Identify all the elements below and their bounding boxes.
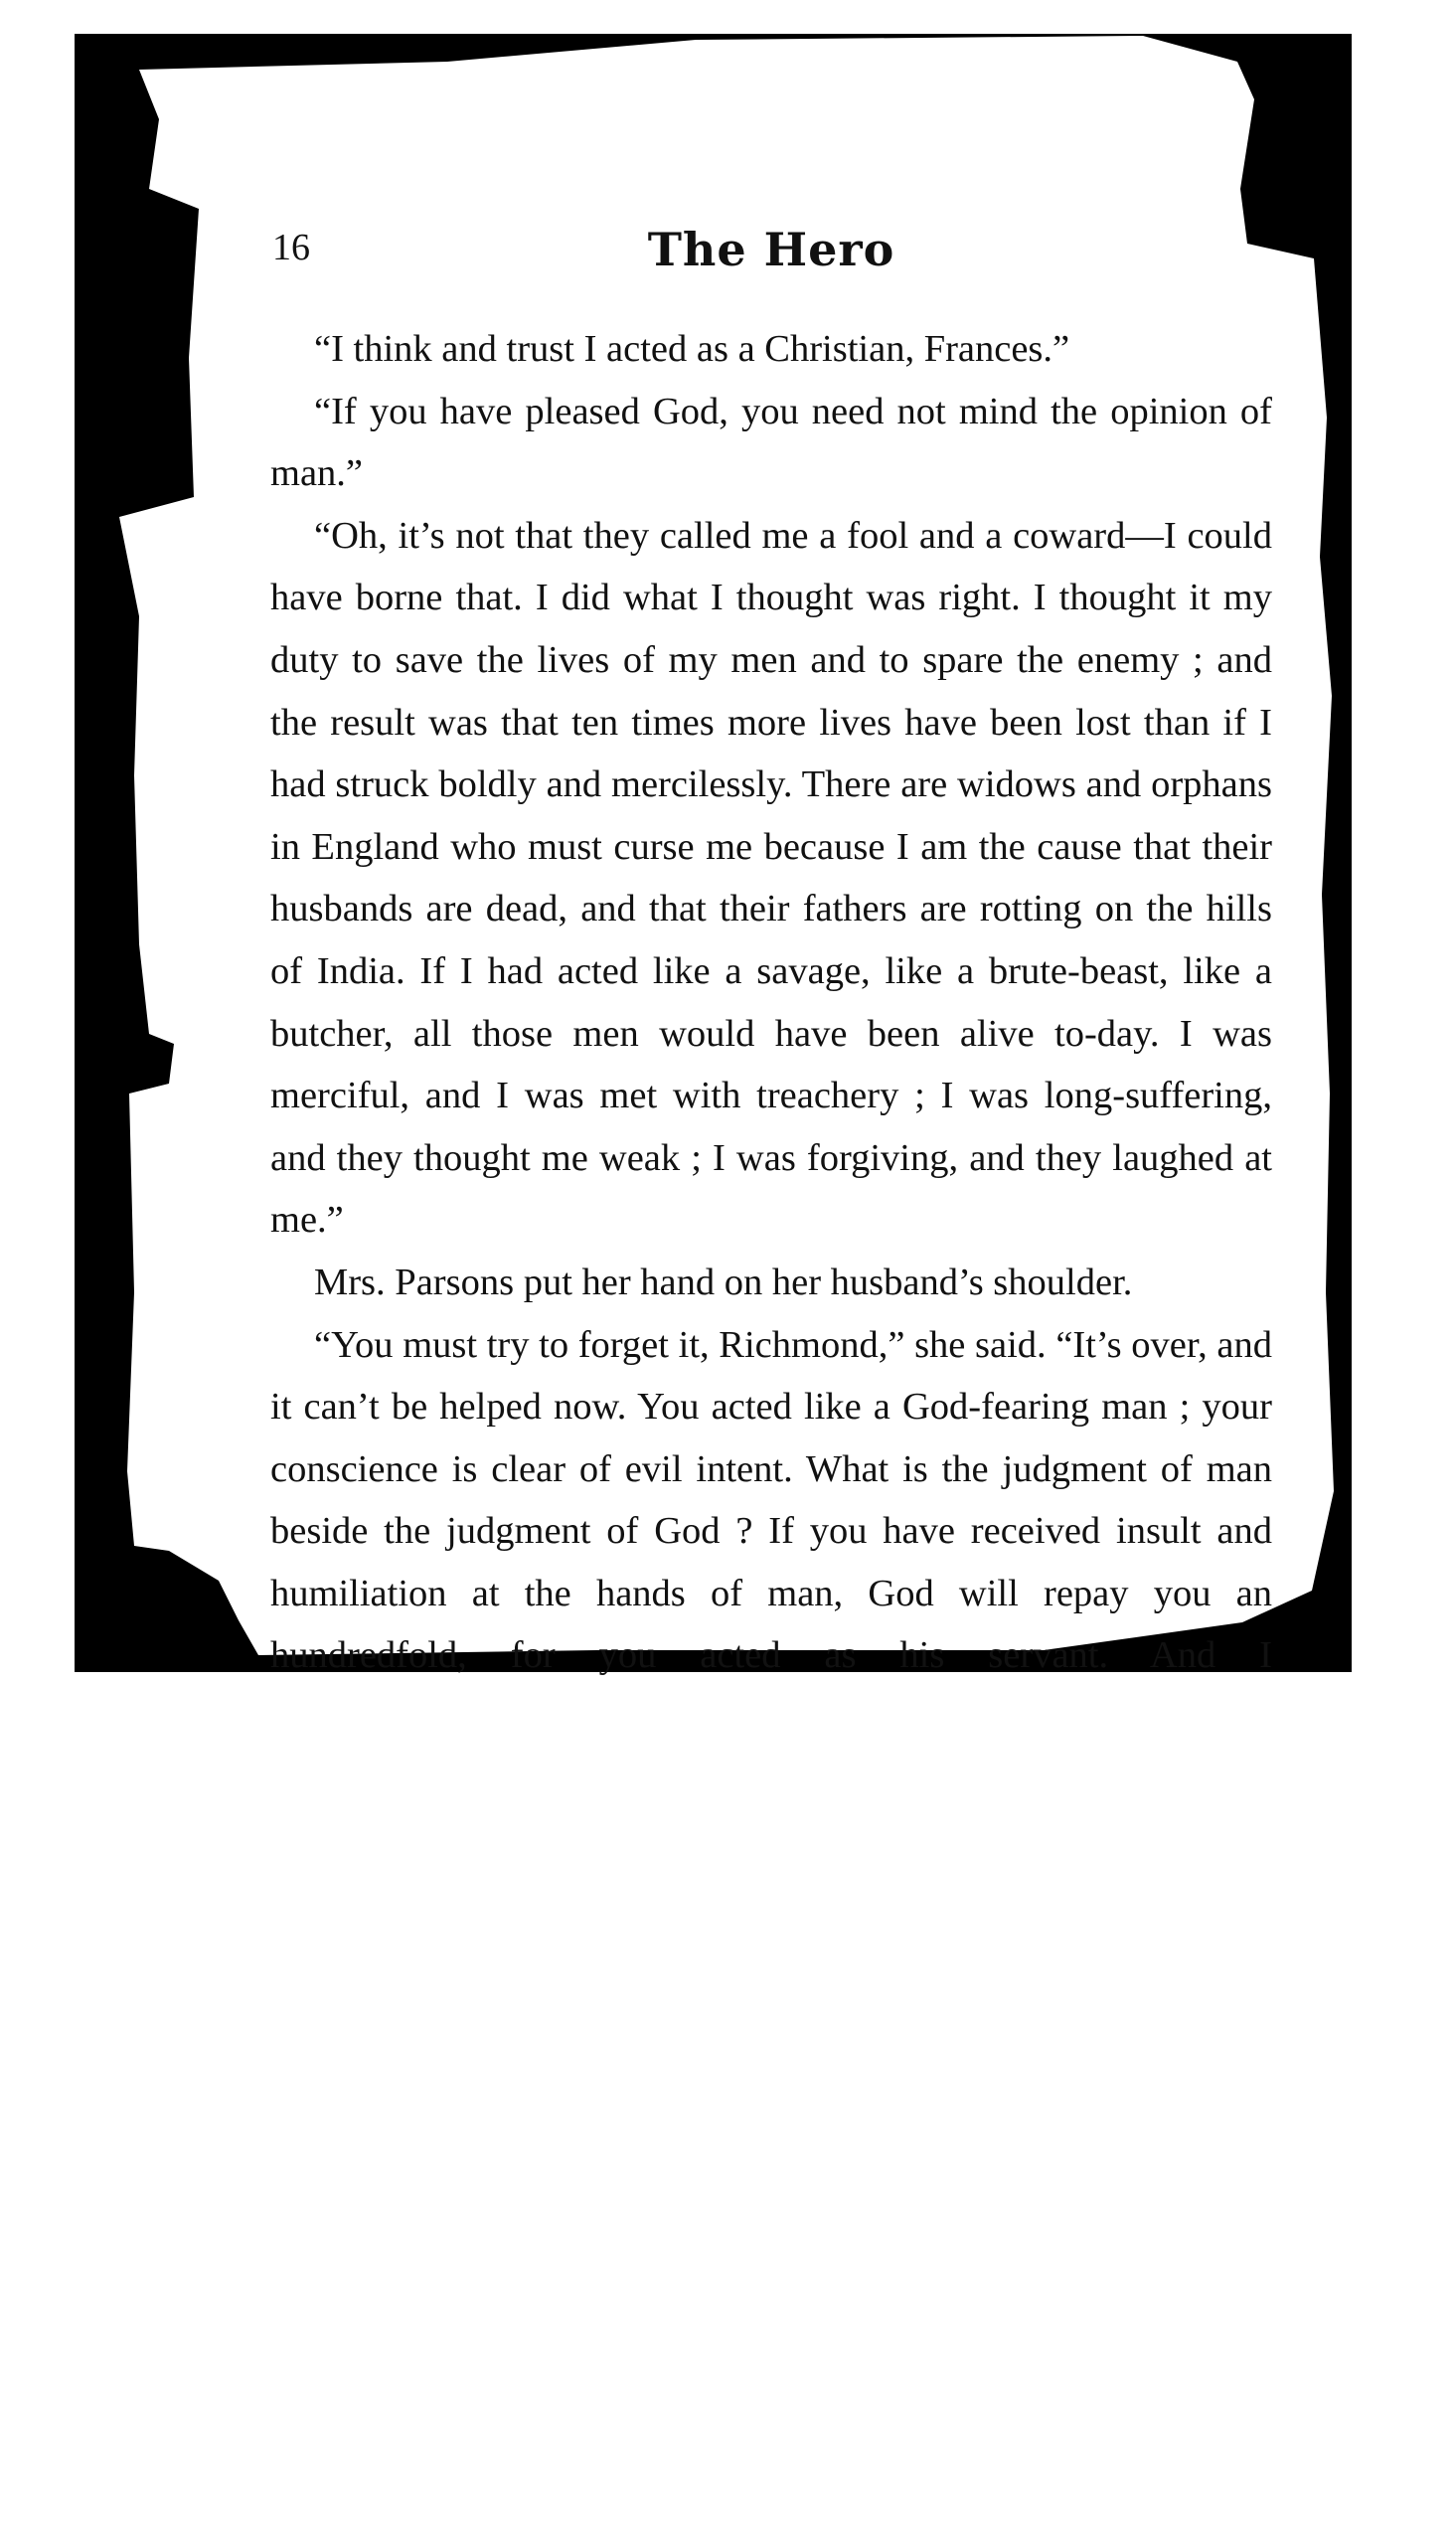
running-head <box>270 219 1272 288</box>
body-text <box>270 318 1272 1687</box>
paragraph: Mrs. Parsons put her hand on her husband’s shoulder. <box>314 1261 1133 1303</box>
paragraph: “If you have pleased God, you need not mind the opinion of man.” <box>270 390 1272 495</box>
book-page <box>270 219 1272 1687</box>
running-title: The Hero <box>647 223 895 276</box>
paragraph: “You must try to forget it, Richmond,” she said. “It’s over, and it can’t be helped now. You acted like a God-fearing man ; your conscience is clear of evil intent. What is the judgment of man beside the judgment of God ? If you have received insult and humiliation at the hands of man, God will repay you an hundredfold, for you acted as his servant. And I <box>270 1323 1272 1677</box>
page-number: 16 <box>272 227 310 268</box>
paragraph: “I think and trust I acted as a Christian, Frances.” <box>314 328 1070 370</box>
paragraph: “Oh, it’s not that they called me a fool and a coward—I could have borne that. I did what I thought was right. I thought it my duty to save the lives of my men and to spare the enemy ; and the result was that ten times more lives have been lost than if I had struck boldly and mercilessly. There are widows and orphans in England who must curse me because I am the cause that their husbands are dead, and that their fathers are rotting on the hills of India. If I had acted like a savage, like a brute-beast, like a butcher, all those men would have been alive to-day. I was merciful, and I was met with treachery ; I was long-suffering, and they thought me weak ; I was forgiving, and they laughed at me.” <box>270 514 1272 1242</box>
